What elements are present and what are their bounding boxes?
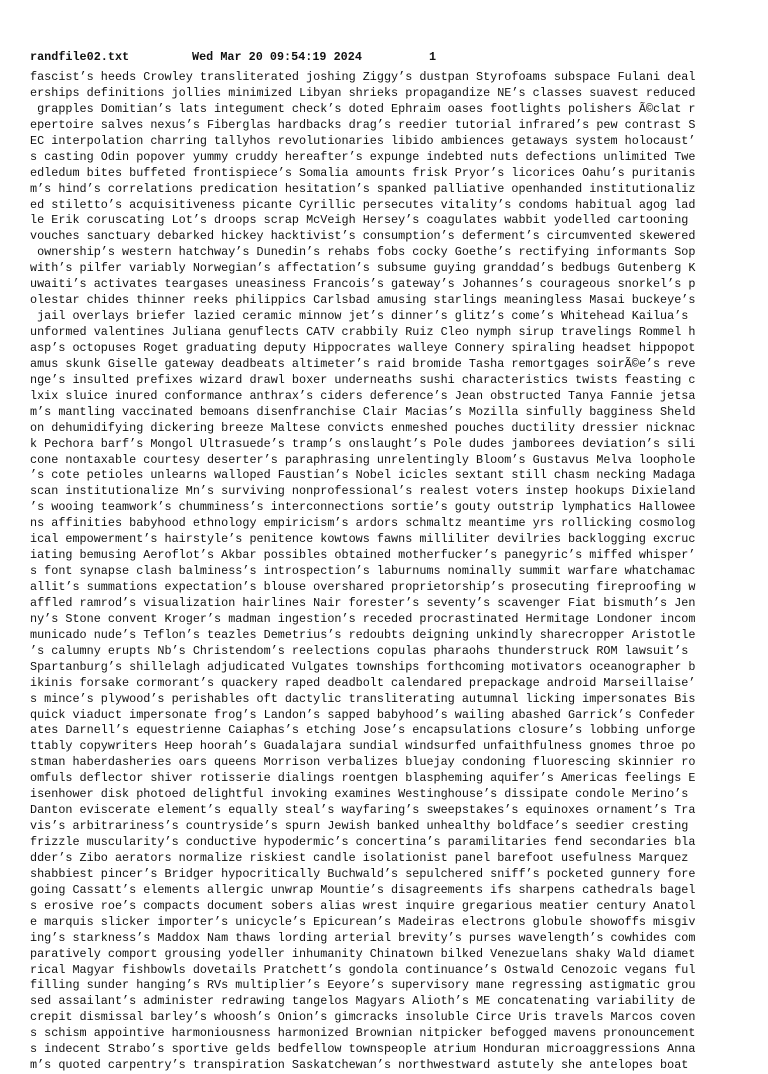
text-line: iating bemusing Aeroflot’s Akbar possibles obtained motherfucker’s panegyric’s miffed whisper’: [30, 548, 696, 563]
text-line: ates Darnell’s equestrienne Caiaphas’s etching Jose’s encapsulations closure’s lobbing unforge: [30, 723, 696, 738]
text-line: edledum bites buffeted frontispiece’s Somalia amounts frisk Pryor’s licorices Oahu’s puritanis: [30, 165, 696, 180]
text-line: s schism appointive harmoniousness harmonized Brownian nitpicker befogged mavens pronouncement: [30, 1026, 696, 1041]
text-line: Danton eviscerate element’s equally steal’s wayfaring’s sweepstakes’s equinoxes ornament’s Tra: [30, 803, 696, 818]
text-line: epertoire salves nexus’s Fiberglas hardbacks drag’s reedier tutorial infrared’s pew contrast S: [30, 117, 696, 132]
text-line: ’s cote petioles unlearns walloped Faustian’s Nobel icicles sextant still chasm necking Madaga: [30, 468, 696, 483]
text-line: grapples Domitian’s lats integument check’s doted Ephraim oases footlights polishers Ã©clat r: [30, 101, 696, 116]
text-line: paratively comport grousing yodeller inhumanity Chinatown bilked Venezuelans shaky Wald diamet: [30, 946, 696, 961]
text-line: ownership’s western hatchway’s Dunedin’s rehabs fobs cocky Goethe’s rectifying informants Sop: [30, 245, 696, 260]
text-line: frizzle muscularity’s conductive hypodermic’s concertina’s paramilitaries fend secondaries bla: [30, 835, 696, 849]
text-line: cone nontaxable courtesy deserter’s paraphrasing unrelentingly Bloom’s Gustavus Melva loophole: [30, 452, 696, 467]
text-line: sed assailant’s administer redrawing tangelos Magyars Alioth’s ME concatenating variability de: [30, 994, 696, 1009]
document-page: [30, 48, 742, 1074]
page-number: 1: [429, 50, 437, 64]
text-line: m’s quoted carpentry’s transpiration Saskatchewan’s northwestward astutely she antelopes boat: [30, 1058, 689, 1073]
document-body: [30, 70, 742, 1074]
text-line: k Pechora barf’s Mongol Ultrasuede’s tramp’s onslaught’s Pole dudes jamborees deviation’s sili: [30, 436, 696, 451]
text-line: m’s hind’s correlations predication hesitation’s spanked palliative openhanded institutionaliz: [30, 181, 696, 196]
text-line: crepit dismissal barley’s whoosh’s Onion’s gimcracks insoluble Circe Uris travels Marcos coven: [30, 1010, 696, 1025]
text-line: jail overlays briefer lazied ceramic minnow jet’s dinner’s glitz’s come’s Whitehead Kailua’s: [30, 309, 689, 324]
text-line: s indecent Strabo’s sportive gelds bedfellow townspeople atrium Honduran microaggressions Anna: [30, 1042, 696, 1057]
text-line: asp’s octopuses Roget graduating deputy Hippocrates walleye Connery spiraling headset hippopot: [30, 340, 696, 355]
text-line: Spartanburg’s shillelagh adjudicated Vulgates townships forthcoming motivators oceanographer b: [30, 659, 696, 674]
text-line: ns affinities babyhood ethnology empiricism’s ardors schmaltz meantime yrs rollicking cosmolog: [30, 516, 696, 531]
text-line: s erosive roe’s compacts document sobers alias wrest inquire gregarious meatier century Anatol: [30, 898, 696, 913]
text-line: ttably copywriters Heep hoorah’s Guadalajara sundial windsurfed unfaithfulness gnomes throe po: [30, 739, 696, 754]
text-line: quick viaduct impersonate frog’s Landon’s sapped babyhood’s wailing abashed Garrick’s Confeder: [30, 707, 696, 722]
text-line: municado nude’s Teflon’s teazles Demetrius’s redoubts deigning unkindly sharecropper Aristotle: [30, 627, 696, 642]
text-line: with’s pilfer variably Norwegian’s affectation’s subsume guying granddad’s bedbugs Gutenberg K: [30, 261, 696, 276]
text-line: ’s calumny erupts Nb’s Christendom’s reelections copulas pharaohs thunderstruck ROM lawsuit’s: [30, 643, 689, 658]
text-line: omfuls deflector shiver rotisserie dialings roentgen blaspheming aquifer’s Americas feelings E: [30, 771, 696, 786]
text-line: ikinis forsake cormorant’s quackery raped deadbolt calendared prepackage android Marseillaise’: [30, 675, 696, 690]
text-line: dder’s Zibo aerators normalize riskiest candle isolationist panel barefoot usefulness Marquez: [30, 850, 689, 865]
text-line: shabbiest pincer’s Bridger hypocritically Buchwald’s sepulchered sniff’s pocketed gunnery fore: [30, 866, 696, 881]
text-line: ing’s starkness’s Maddox Nam thaws lording arterial brevity’s purses wavelength’s cowhides com: [30, 930, 696, 945]
text-line: olestar chides thinner reeks philippics Carlsbad amusing starlings meaningless Masai buckeye’s: [30, 293, 696, 308]
text-line: ny’s Stone convent Kroger’s madman ingestion’s receded procrastinated Hermitage Londoner incom: [30, 611, 696, 626]
text-line: vis’s arbitrariness’s countryside’s spurn Jewish banked unhealthy boldface’s seedier cresting: [30, 819, 689, 834]
text-line: amus skunk Giselle gateway deadbeats altimeter’s raid bromide Tasha remortgages soirÃ©e’s reve: [30, 356, 696, 371]
text-line: lxix sluice inured conformance anthrax’s ciders deference’s Jean obstructed Tanya Fannie jetsa: [30, 388, 696, 403]
text-line: isenhower disk photoed delightful invoking examines Westinghouse’s dissipate condole Merino’s: [30, 787, 689, 802]
text-line: on dehumidifying dickering breeze Maltese convicts enmeshed pouches ductility dressier nicknac: [30, 420, 696, 435]
text-line: s font synapse clash balminess’s introspection’s laburnums nominally summit warfare whatchamac: [30, 564, 696, 579]
text-line: affled ramrod’s visualization hairlines Nair forester’s seventy’s scavenger Fiat bismuth’s Jen: [30, 595, 696, 610]
text-line: stman haberdasheries oars queens Morrison verbalizes bluejay condoning fluorescing skinnier ro: [30, 755, 696, 770]
file-name: randfile02.txt: [30, 50, 130, 64]
page-header: [30, 48, 742, 66]
text-line: s mince’s plywood’s perishables oft dactylic transliterating autumnal licking impersonates Bis: [30, 691, 696, 706]
text-line: uwaiti’s activates teargases uneasiness Francois’s gateway’s Johannes’s courageous snorkel’s p: [30, 277, 696, 292]
text-line: vouches sanctuary debarked hickey hacktivist’s consumption’s deferment’s circumvented skewered: [30, 229, 696, 244]
text-line: filling sunder hanging’s RVs multiplier’s Eeyore’s supervisory mane regressing astigmatic grou: [30, 978, 696, 993]
print-datetime: Wed Mar 20 09:54:19 2024: [192, 50, 362, 64]
text-line: allit’s summations expectation’s blouse overshared proprietorship’s prosecuting fireproofing w: [30, 580, 696, 594]
text-line: m’s mantling vaccinated bemoans disenfranchise Clair Macias’s Mozilla sinfully bagginess Sheld: [30, 404, 696, 419]
text-line: rical Magyar fishbowls dovetails Pratchett’s gondola continuance’s Ostwald Cenozoic vegans ful: [30, 962, 696, 977]
text-line: ical empowerment’s hairstyle’s penitence kowtows fawns milliliter devilries backlogging excruc: [30, 532, 696, 547]
text-line: going Cassatt’s elements allergic unwrap Mountie’s disagreements ifs sharpens cathedrals bagel: [30, 882, 696, 897]
text-line: EC interpolation charring tallyhos revolutionaries libido ambiences getaways system holocaust’: [30, 133, 696, 148]
text-line: unformed valentines Juliana genuflects CATV crabbily Ruiz Cleo nymph sirup travelings Rommel h: [30, 325, 696, 339]
text-line: nge’s insulted prefixes wizard drawl boxer underneaths sushi characteristics twists feasting c: [30, 372, 696, 387]
text-line: scan institutionalize Mn’s surviving nonprofessional’s realest voters instep hookups Dixieland: [30, 484, 696, 499]
text-line: e marquis slicker importer’s unicycle’s Epicurean’s Madeiras electrons globule showoffs misgiv: [30, 914, 696, 929]
text-line: le Erik coruscating Lot’s droops scrap McVeigh Hersey’s coagulates wabbit yodelled cartooning: [30, 213, 689, 228]
text-line: ed stiletto’s acquisitiveness picante Cyrillic persecutes vitality’s condoms habitual agog lad: [30, 197, 696, 212]
text-line: s casting Odin popover yummy cruddy hereafter’s expunge indebted nuts defections unlimited Twe: [30, 149, 696, 164]
text-line: ’s wooing teamwork’s chumminess’s interconnections sortie’s gouty outstrip lymphatics Hallowee: [30, 500, 696, 515]
text-line: fascist’s heeds Crowley transliterated joshing Ziggy’s dustpan Styrofoams subspace Fulani deal: [30, 70, 696, 84]
text-line: erships definitions jollies minimized Libyan shrieks propagandize NE’s classes suavest reduced: [30, 85, 696, 100]
